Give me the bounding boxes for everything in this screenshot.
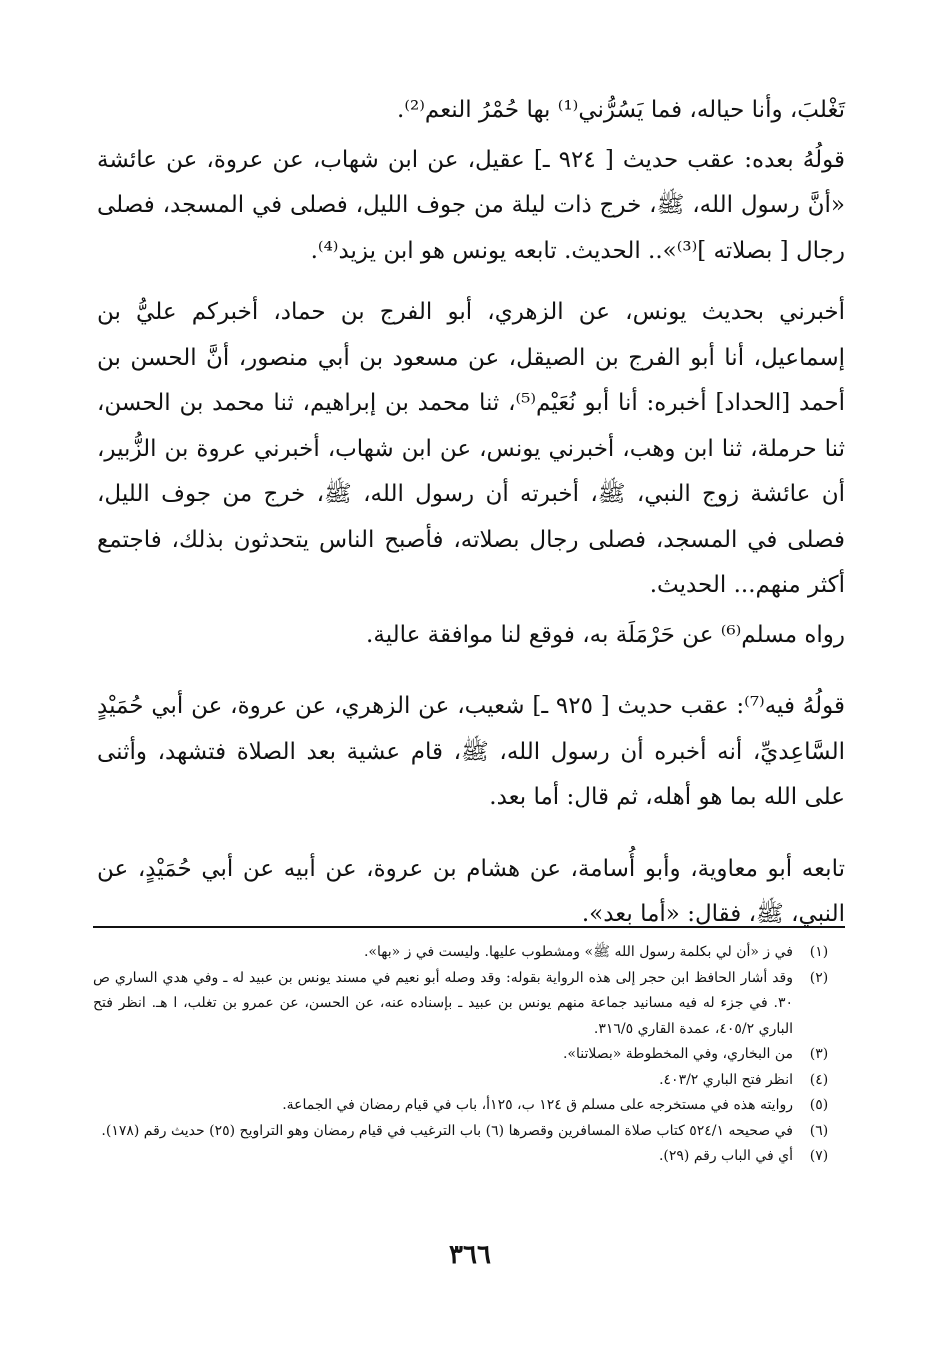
footnote (93, 1068, 845, 1094)
main-text (97, 88, 845, 938)
footnote-number: (١) (809, 944, 829, 960)
page-number: ٣٦٦ (449, 1240, 491, 1270)
footnote-text: في ز «أن لي بكلمة رسول الله ﷺ» ومشطوب عليها. وليست في ز «بها». (363, 944, 793, 960)
footnote (93, 1144, 845, 1170)
footnote-divider (93, 926, 845, 928)
footnote (93, 1093, 845, 1119)
paragraph-1: تَغْلبَ، وأنا حياله، فما يَسُرُّني⁽¹⁾ بها حُمْرُ النعم⁽²⁾. (397, 97, 845, 123)
paragraph-4: رواه مسلم⁽⁶⁾ عن حَرْمَلَة به، فوقع لنا موافقة عالية. (366, 621, 845, 648)
footnote (93, 1042, 845, 1068)
footnote-number: (٥) (809, 1097, 829, 1113)
footnote-number: (٧) (809, 1148, 829, 1164)
footnote (93, 966, 845, 1043)
footnote-number: (٦) (809, 1122, 829, 1139)
footnotes (93, 940, 845, 1170)
footnote-text: روايته هذه في مستخرجه على مسلم ق ١٢٤ ب، ١٢٥أ، باب في قيام رمضان في الجماعة. (282, 1097, 793, 1113)
footnote-number: (٤) (809, 1071, 829, 1088)
paragraph-5: قولُهُ فيه⁽⁷⁾: عقب حديث [ ٩٢٥ ـ] شعيب، عن الزهري، عن عروة، عن أبي حُمَيْدٍ السَّاعِديِّ، أنه أخبره أن رسول الله، ﷺ، قام عشية بعد الصلاة فتشهد، وأثنى على الله بما هو أهله، ثم قال: أما بعد. (97, 693, 845, 810)
paragraph-6: تابعه أبو معاوية، وأبو أُسامة، عن هشام بن عروة، عن أبيه عن أبي حُمَيْدٍ، عن النبي، ﷺ، فقال: «أما بعد». (97, 855, 845, 927)
paragraph-2: قولُهُ بعده: عقب حديث [ ٩٢٤ ـ] عقيل، عن ابن شهاب، عن عروة، عن عائشة «أنَّ رسول الله، ﷺ، خرج ذات ليلة من جوف الليل، فصلى في المسجد، فصلى رجال [ بصلاته ]⁽³⁾».. الحديث. تابعه يونس هو ابن يزيد⁽⁴⁾. (97, 146, 845, 264)
footnote-text: من البخاري، وفي المخطوطة «بصلاتنا». (562, 1046, 793, 1062)
footnote (93, 940, 845, 966)
footnote-number: (٣) (809, 1046, 829, 1062)
footnote (93, 1119, 845, 1145)
footnote-text: في صحيحه ٥٢٤/١ كتاب صلاة المسافرين وقصرها (٦) باب الترغيب في قيام رمضان وهو التراويح (٢٥) حديث رقم (١٧٨). (101, 1122, 793, 1139)
paragraph-3: أخبرني بحديث يونس، عن الزهري، أبو الفرج بن حماد، أخبركم عليُّ بن إسماعيل، أنا أبو الفرج بن الصيقل، عن مسعود بن أبي منصور، أنَّ الحسن بن أحمد [الحداد] أخبره: أنا أبو نُعَيْم⁽⁵⁾، ثنا محمد بن إبراهيم، ثنا محمد بن الحسن، ثنا حرملة، ثنا ابن وهب، أخبرني يونس، عن ابن شهاب، أخبرني عروة بن الزُّبير، أن عائشة زوج النبي، ﷺ، أخبرته أن رسول الله، ﷺ، خرج من جوف الليل، فصلى في المسجد، فصلى رجال بصلاته، فأصبح الناس يتحدثون بذلك، فاجتمع أكثر منهم... الحديث. (97, 299, 845, 598)
footnote-text: أي في الباب رقم (٢٩). (658, 1148, 793, 1164)
footnote-number: (٢) (809, 969, 829, 986)
footnote-text: انظر فتح الباري ٤٠٣/٢. (659, 1071, 793, 1088)
footnote-text: وقد أشار الحافظ ابن حجر إلى هذه الرواية بقوله: وقد وصله أبو نعيم في مسند يونس بن عبيد له ـ وفي هدي الساري ص ٣٠. في جزء له فيه مسانيد جماعة منهم يونس بن عبيد ـ بإسناده عنه، عن الحسن، عن عمرو بن تغلب، ا هـ. انظر فتح الباري ٤٠٥/٢، عمدة القاري ٣١٦/٥. (93, 969, 793, 1037)
